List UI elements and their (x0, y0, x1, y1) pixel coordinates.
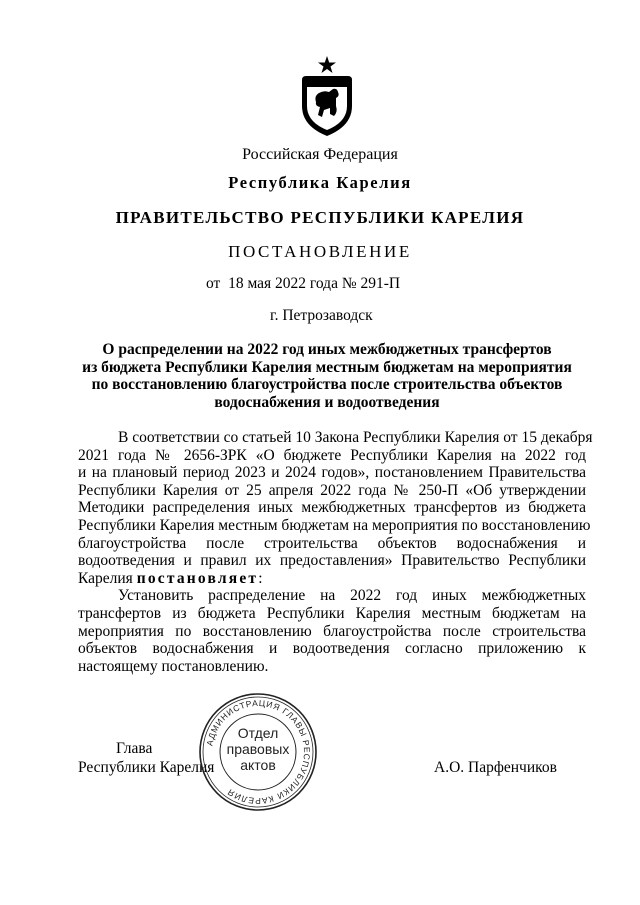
body-line: Республики Карелия местным бюджетам на мероприятия по восстановлению (78, 516, 591, 534)
title-line: по восстановлению благоустройства после строительства объектов (91, 376, 563, 394)
title-line: водоснабжения и водоотведения (214, 393, 440, 411)
stamp-ring-text: АДМИНИСТРАЦИЯ ГЛАВЫ РЕСПУБЛИКИ КАРЕЛИЯ (204, 697, 313, 807)
document-body (78, 429, 593, 675)
document-type: ПОСТАНОВЛЕНИЕ (228, 242, 412, 261)
body-line: объектов водоснабжения и водоотведения согласно приложению к (78, 640, 586, 658)
karelia-coat-of-arms-icon (298, 54, 356, 138)
country-name: Российская Федерация (242, 146, 398, 163)
body-line: и на плановый период 2023 и 2024 годов», постановлением Правительства (78, 464, 586, 482)
stamp-line: Отдел (237, 725, 279, 741)
stamp-line: правовых (226, 741, 290, 757)
body-line: водоотведения и правил их предоставления» Правительство Республики (78, 552, 586, 570)
government-name: ПРАВИТЕЛЬСТВО РЕСПУБЛИКИ КАРЕЛИЯ (115, 208, 525, 227)
signatory-title: Республики Карелия (78, 759, 215, 776)
body-line: трансфертов из бюджета Республики Карелия местным бюджетам на (78, 604, 586, 622)
body-line: настоящему постановлению. (78, 657, 269, 675)
body-line (78, 570, 586, 588)
stamp-line: актов (240, 757, 276, 773)
document-city: г. Петрозаводск (270, 307, 373, 324)
document-date: от 18 мая 2022 года № 291-П (206, 275, 401, 292)
republic-name: Республика Карелия (228, 173, 412, 192)
title-line: из бюджета Республики Карелия местным бюджетам на мероприятия (82, 358, 572, 376)
resolution-keyword: постановляет (136, 569, 259, 587)
official-stamp (196, 690, 320, 814)
body-line: Установить распределение на 2022 год иных межбюджетных (118, 587, 586, 605)
signatory-title: Глава (116, 740, 153, 757)
body-line: В соответствии со статьей 10 Закона Республики Карелия от 15 декабря (118, 429, 593, 446)
body-line: 2021 года № 2656-ЗРК «О бюджете Республики Карелия на 2022 год (78, 446, 586, 464)
body-line: Методики распределения иных межбюджетных трансфертов из бюджета (78, 499, 586, 517)
body-line: благоустройства после строительства объектов водоснабжения и (78, 534, 586, 552)
body-line: Республики Карелия от 25 апреля 2022 года № 250-П «Об утверждении (78, 481, 586, 499)
body-text: Карелия (78, 569, 137, 587)
body-text: : (258, 569, 263, 587)
signatory-name: А.О. Парфенчиков (434, 759, 557, 776)
title-line: О распределении на 2022 год иных межбюджетных трансфертов (102, 341, 552, 358)
document-title (70, 341, 584, 411)
body-line: мероприятия по восстановлению благоустройства после строительства (78, 622, 586, 640)
